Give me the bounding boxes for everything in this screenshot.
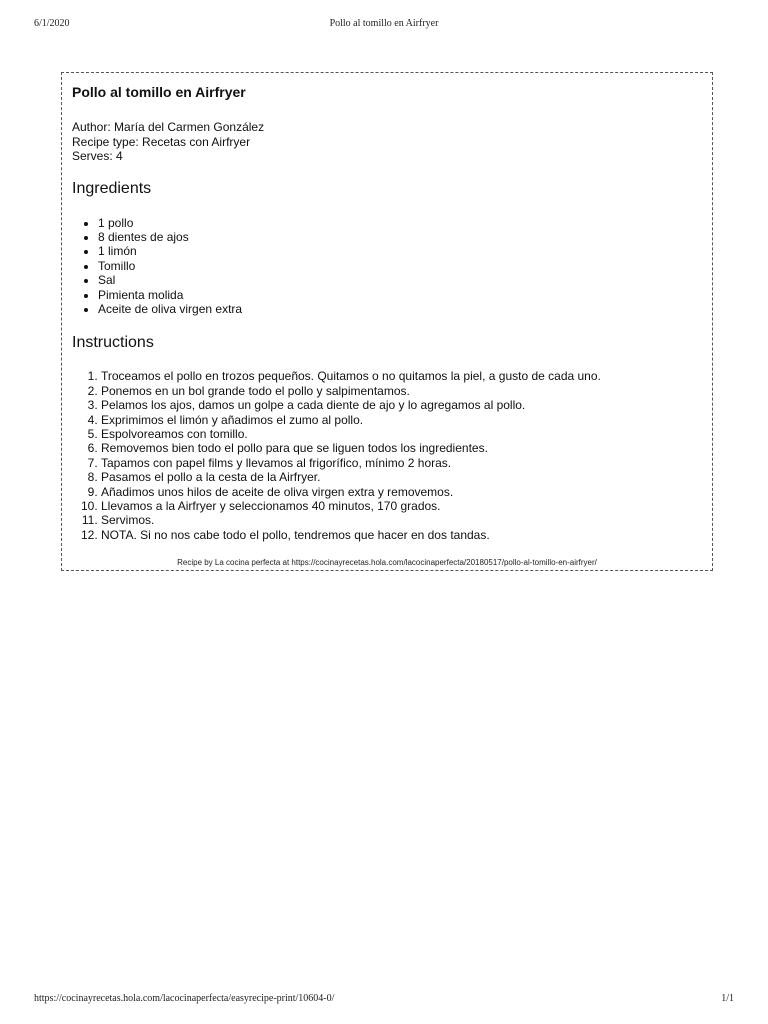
instruction-step: 10. Llevamos a la Airfryer y seleccionamos 40 minutos, 170 grados. [101, 499, 702, 513]
instruction-step: 12. NOTA. Si no nos cabe todo el pollo, tendremos que hacer en dos tandas. [101, 528, 702, 542]
page-number: 1/1 [721, 993, 734, 1004]
print-footer [34, 993, 734, 1007]
ingredients-list [72, 216, 702, 317]
ingredient-item: • Tomillo [98, 259, 702, 273]
recipe-credit: Recipe by La cocina perfecta at https://cocinayrecetas.hola.com/lacocinaperfecta/20180517/pollo-al-tomillo-en-airfryer/ [177, 558, 597, 567]
instruction-step: 7. Tapamos con papel films y llevamos al frigorífico, mínimo 2 horas. [101, 456, 702, 470]
instruction-step: 4. Exprimimos el limón y añadimos el zumo al pollo. [101, 413, 702, 427]
ingredient-item: • 1 limón [98, 244, 702, 258]
print-doc-title: Pollo al tomillo en Airfryer [329, 18, 439, 29]
instruction-step: 8. Pasamos el pollo a la cesta de la Airfryer. [101, 470, 702, 484]
recipe-card [61, 72, 713, 571]
recipe-serves: Serves: 4 [72, 149, 123, 163]
print-url: https://cocinayrecetas.hola.com/lacocinaperfecta/easyrecipe-print/10604-0/ [34, 993, 335, 1004]
instruction-step: 9. Añadimos unos hilos de aceite de oliva virgen extra y removemos. [101, 485, 702, 499]
instruction-step: 11. Servimos. [101, 513, 702, 527]
recipe-title: Pollo al tomillo en Airfryer [72, 84, 246, 100]
print-header [34, 18, 734, 32]
instruction-step: 2. Ponemos en un bol grande todo el pollo y salpimentamos. [101, 384, 702, 398]
ingredients-heading: Ingredients [72, 179, 152, 197]
instruction-step: 5. Espolvoreamos con tomillo. [101, 427, 702, 441]
recipe-type: Recipe type: Recetas con Airfryer [72, 134, 251, 149]
ingredient-item: • 1 pollo [98, 216, 702, 230]
ingredient-item: • Sal [98, 273, 702, 287]
instruction-step: 3. Pelamos los ajos, damos un golpe a cada diente de ajo y lo agregamos al pollo. [101, 398, 702, 412]
instruction-step: 6. Removemos bien todo el pollo para que se liguen todos los ingredientes. [101, 441, 702, 455]
ingredient-item: • Pimienta molida [98, 288, 702, 302]
ingredient-item: • Aceite de oliva virgen extra [98, 302, 702, 316]
recipe-author: Author: María del Carmen González [72, 120, 265, 134]
print-date: 6/1/2020 [34, 18, 70, 29]
instructions-heading: Instructions [72, 334, 154, 352]
recipe-meta [72, 120, 702, 164]
ingredient-item: • 8 dientes de ajos [98, 230, 702, 244]
instruction-step: 1. Troceamos el pollo en trozos pequeños. Quitamos o no quitamos la piel, a gusto de cada uno. [101, 369, 702, 383]
instructions-list [72, 369, 702, 542]
